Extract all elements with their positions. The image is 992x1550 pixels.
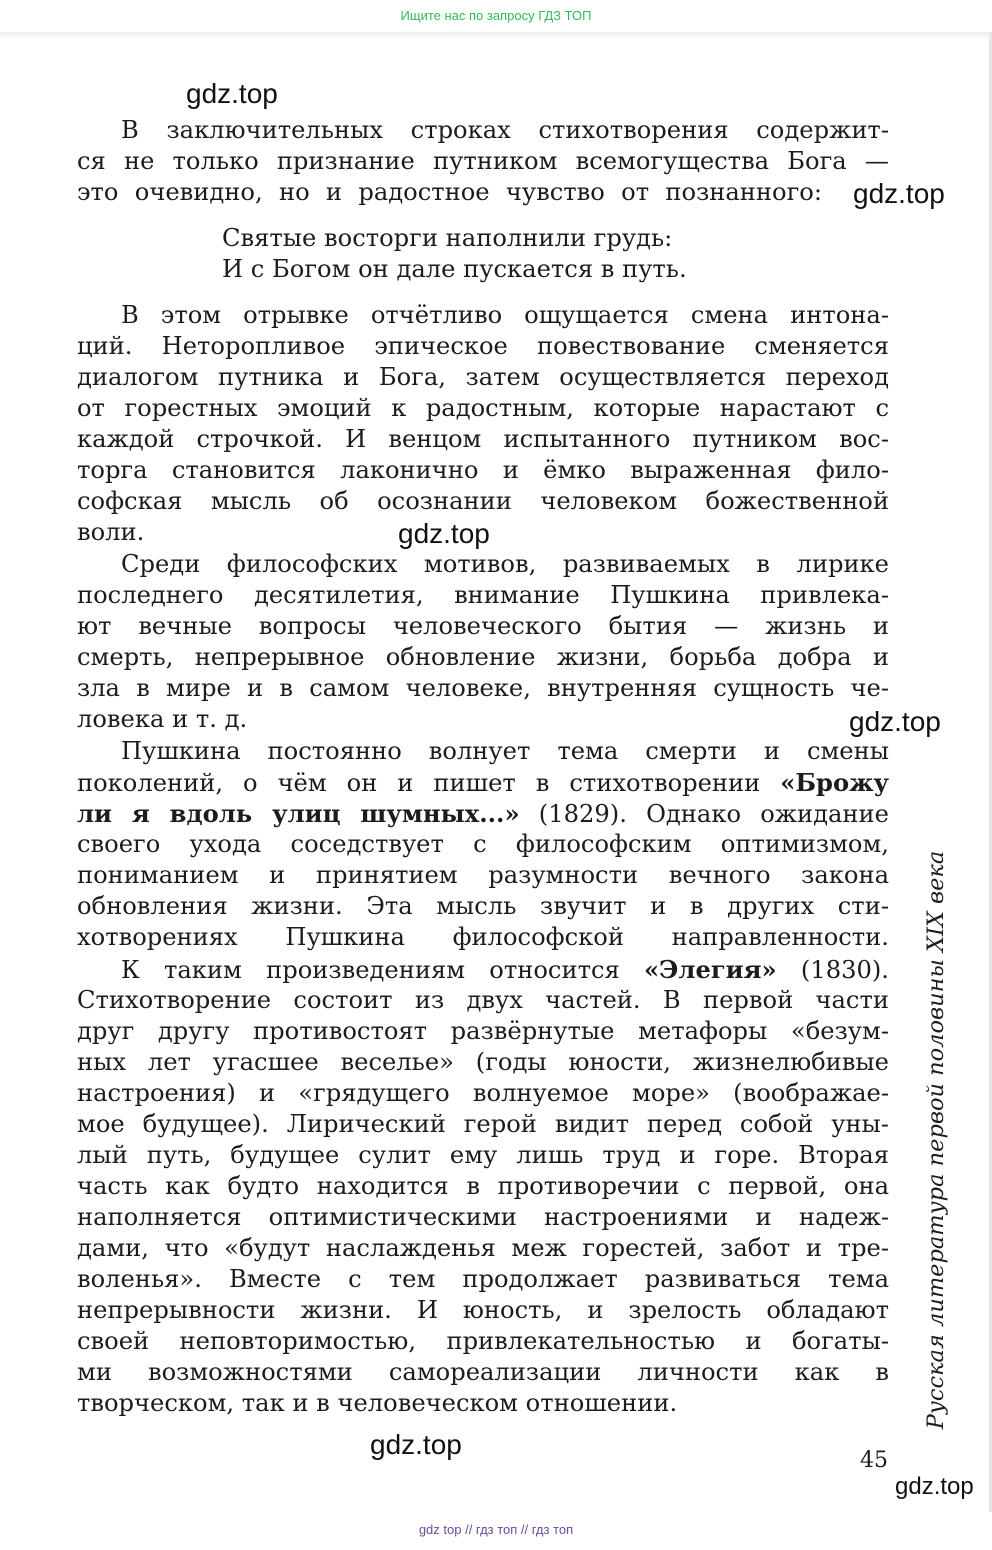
text-line: ловека и т. д. — [77, 705, 248, 733]
text-line: мое будущее). Лирический герой видит перед собой уны- — [77, 1110, 889, 1138]
text-line: зла в мире и в самом человеке, внутренняя сущность че- — [77, 674, 889, 702]
text-span: (1830). — [776, 956, 889, 984]
top-banner[interactable]: Ищите нас по запросу ГДЗ ТОП — [400, 8, 592, 23]
text-line: своего ухода соседствует с философским оптимизмом, — [77, 830, 889, 858]
text-line: ми возможностями самореализации личности как в — [77, 1358, 889, 1386]
footer-links[interactable]: gdz top // гдз топ // гдз топ — [418, 1522, 574, 1537]
text-line: часть как будто находится в противоречии с первой, она — [77, 1172, 889, 1200]
text-line: ций. Неторопливое эпическое повествование сменяется — [77, 332, 889, 360]
banner-divider — [0, 32, 992, 40]
text-line: непрерывности жизни. И юность, и зрелость обладают — [77, 1296, 889, 1324]
text-line: обновления жизни. Эта мысль звучит и в других сти- — [77, 892, 889, 920]
text-line: последнего десятилетия, внимание Пушкина привлека- — [77, 581, 889, 609]
text-line — [121, 954, 889, 985]
text-line: В заключительных строках стихотворения содержит- — [121, 116, 889, 144]
text-line: хотворениях Пушкина философской направленности. — [77, 923, 889, 951]
text-line: Среди философских мотивов, развиваемых в лирике — [121, 550, 889, 578]
text-line: ся не только признание путником всемогущества Бога — — [77, 147, 889, 175]
text-line: наполняется оптимистическими настроениями и надеж- — [77, 1203, 889, 1231]
poem-line: И с Богом он дале пускается в путь. — [222, 255, 687, 283]
text-line: В этом отрывке отчётливо ощущается смена интона- — [121, 301, 889, 329]
text-line: Стихотворение состоит из двух частей. В первой части — [77, 986, 889, 1014]
text-line: друг другу противостоят развёрнутые метафоры «безум- — [77, 1017, 889, 1045]
text-line — [77, 767, 889, 798]
text-line: воли. — [77, 518, 145, 546]
text-line: настроения) и «грядущего волнуемое море» (воображае- — [77, 1079, 889, 1107]
text-line: лый путь, будущее сулит ему лишь труд и горе. Вторая — [77, 1141, 889, 1169]
text-line: это очевидно, но и радостное чувство от познанного: — [77, 178, 822, 206]
text-line: пониманием и принятием разумности вечного закона — [77, 861, 889, 889]
watermark: gdz.top — [370, 1429, 462, 1460]
watermark: gdz.top — [398, 518, 490, 549]
text-line: смерть, непрерывное обновление жизни, борьба добра и — [77, 643, 889, 671]
text-line — [77, 798, 889, 829]
watermark: gdz.top — [853, 178, 945, 209]
watermark: gdz.top — [849, 706, 941, 737]
text-line: дами, что «будут наслажденья меж горестей, забот и тре- — [77, 1234, 889, 1262]
text-line: ют вечные вопросы человеческого бытия — жизнь и — [77, 612, 889, 640]
poem-title-bold: «Брожу — [780, 768, 889, 797]
poem-title-bold: ли я вдоль улиц шумных...» — [77, 799, 520, 828]
text-line: диалогом путника и Бога, затем осуществляется переход — [77, 363, 889, 391]
text-line: от горестных эмоций к радостным, которые нарастают с — [77, 394, 889, 422]
text-line: софская мысль об осознании человеком божественной — [77, 487, 889, 515]
section-sidebar-caption: Русская литература первой половины XIX века — [923, 850, 949, 1430]
page-number: 45 — [860, 1448, 888, 1473]
text-line: ных лет угасшее веселье» (годы юности, жизнелюбивые — [77, 1048, 889, 1076]
text-line: торга становится лаконично и ёмко выраженная фило- — [77, 456, 889, 484]
poem-title-bold: «Элегия» — [644, 955, 777, 984]
text-line: творческом, так и в человеческом отношении. — [77, 1389, 678, 1417]
text-span: (1829). Однако ожидание — [519, 800, 889, 828]
text-line: каждой строчкой. И венцом испытанного путником вос- — [77, 425, 889, 453]
poem-line: Святые восторги наполнили грудь: — [222, 224, 673, 252]
text-span: К таким произведениям относится — [121, 956, 645, 984]
watermark: gdz.top — [895, 1473, 974, 1500]
text-line: Пушкина постоянно волнует тема смерти и смены — [121, 737, 889, 765]
watermark: gdz.top — [186, 78, 278, 109]
text-line: своей неповторимостью, привлекательностью и богаты- — [77, 1327, 889, 1355]
text-span: поколений, о чём он и пишет в стихотворении — [77, 769, 781, 797]
text-line: воленья». Вместе с тем продолжает развиваться тема — [77, 1265, 889, 1293]
